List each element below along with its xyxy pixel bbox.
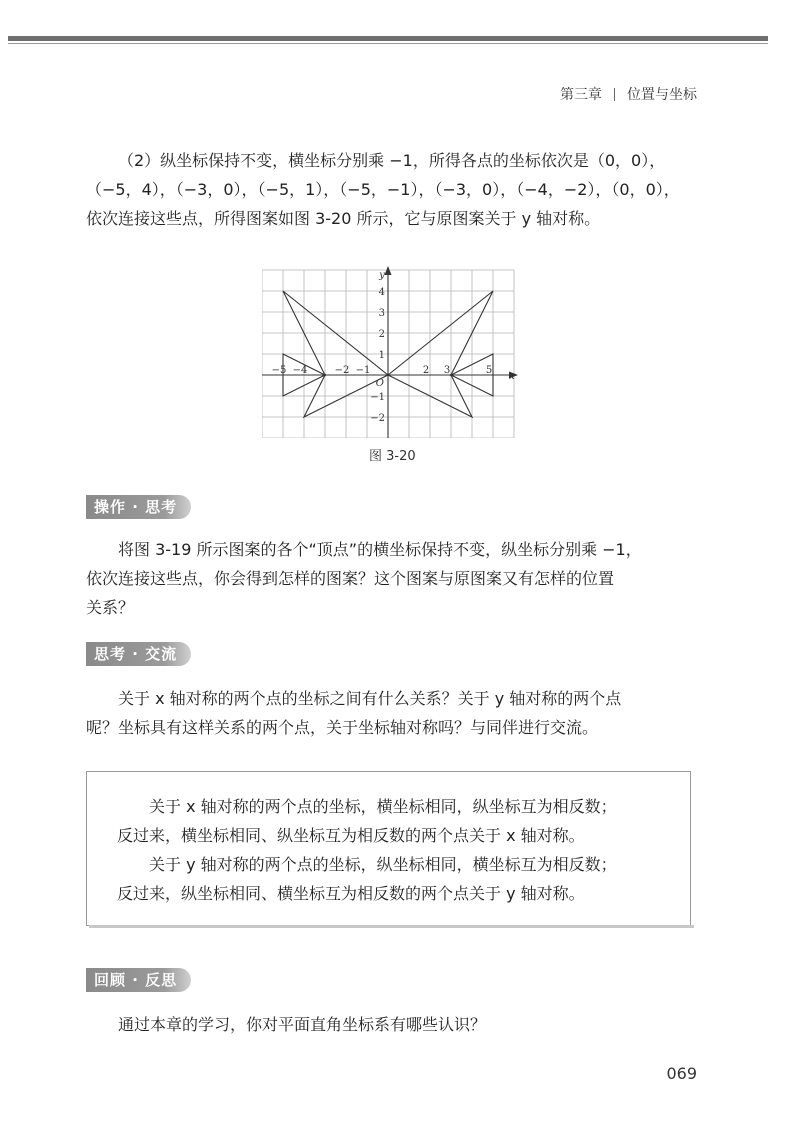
page-number: 069 bbox=[666, 1064, 697, 1083]
y-axis-arrow bbox=[385, 266, 392, 275]
top-rule bbox=[8, 36, 768, 41]
summary-line: 关于 x 轴对称的两个点的坐标，横坐标相同，纵坐标互为相反数； bbox=[149, 797, 617, 816]
review-reflect-paragraph bbox=[86, 1010, 696, 1039]
x-tick-label: −4 bbox=[292, 365, 308, 376]
chapter-label: 第三章 bbox=[560, 87, 602, 103]
paragraph-line: 将图 3-19 所示图案的各个“顶点”的横坐标保持不变，纵坐标分别乘 −1， bbox=[118, 540, 642, 559]
paragraph-line: （−5，4），（−3，0），（−5，1），（−5，−1），（−3，0），（−4，−2），（0，0）， bbox=[86, 180, 680, 199]
x-tick-label: 3 bbox=[443, 365, 451, 376]
chapter-title: 位置与坐标 bbox=[627, 87, 697, 103]
header-separator bbox=[614, 88, 615, 101]
paragraph-line: 关于 x 轴对称的两个点的坐标之间有什么关系？关于 y 轴对称的两个点 bbox=[118, 689, 622, 708]
x-tick-label: −1 bbox=[355, 365, 371, 376]
axis-labels bbox=[272, 270, 516, 424]
section-2-paragraph bbox=[86, 146, 696, 233]
summary-box-shadow bbox=[89, 925, 694, 928]
x-axis-label: x bbox=[509, 371, 515, 382]
x-tick-label: −5 bbox=[271, 365, 287, 376]
section-tag-think-exchange: 思考 · 交流 bbox=[86, 642, 191, 666]
y-axis-label: y bbox=[379, 270, 385, 281]
operate-think-paragraph bbox=[86, 535, 696, 622]
section-tag-review-reflect: 回顾 · 反思 bbox=[86, 968, 191, 992]
paragraph-line: 呢？坐标具有这样关系的两个点，关于坐标轴对称吗？与同伴进行交流。 bbox=[86, 718, 599, 737]
y-tick-label: 4 bbox=[378, 287, 385, 298]
origin-label: O bbox=[375, 378, 384, 389]
y-tick-label: 2 bbox=[378, 329, 385, 340]
paragraph-line: 关系？ bbox=[86, 598, 135, 617]
y-tick-label: 3 bbox=[378, 308, 385, 319]
summary-box bbox=[86, 771, 691, 926]
axes bbox=[262, 266, 518, 438]
paragraph-line: （2）纵坐标保持不变，横坐标分别乘 −1，所得各点的坐标依次是（0，0）， bbox=[118, 151, 666, 170]
y-tick-label: −1 bbox=[370, 392, 385, 403]
top-rule-thin bbox=[8, 43, 768, 44]
x-tick-label: −2 bbox=[334, 365, 350, 376]
summary-line: 反过来，纵坐标相同、横坐标互为相反数的两个点关于 y 轴对称。 bbox=[117, 884, 585, 903]
y-tick-label: −2 bbox=[370, 413, 385, 424]
figure-caption: 图 3-20 bbox=[369, 449, 416, 464]
y-tick-label: 1 bbox=[378, 350, 385, 361]
summary-line: 反过来，横坐标相同、纵坐标互为相反数的两个点关于 x 轴对称。 bbox=[117, 826, 585, 845]
x-tick-label: 5 bbox=[485, 365, 493, 376]
think-exchange-paragraph bbox=[86, 684, 696, 742]
coordinate-figure bbox=[262, 266, 518, 438]
paragraph-line: 通过本章的学习，你对平面直角坐标系有哪些认识？ bbox=[118, 1015, 487, 1034]
running-header bbox=[560, 84, 697, 104]
section-tag-operate-think: 操作 · 思考 bbox=[86, 495, 191, 519]
x-tick-label: 2 bbox=[422, 365, 430, 376]
paragraph-line: 依次连接这些点，所得图案如图 3-20 所示，它与原图案关于 y 轴对称。 bbox=[86, 209, 601, 228]
summary-line: 关于 y 轴对称的两个点的坐标，纵坐标相同，横坐标互为相反数； bbox=[149, 855, 617, 874]
paragraph-line: 依次连接这些点，你会得到怎样的图案？这个图案与原图案又有怎样的位置 bbox=[86, 569, 615, 588]
